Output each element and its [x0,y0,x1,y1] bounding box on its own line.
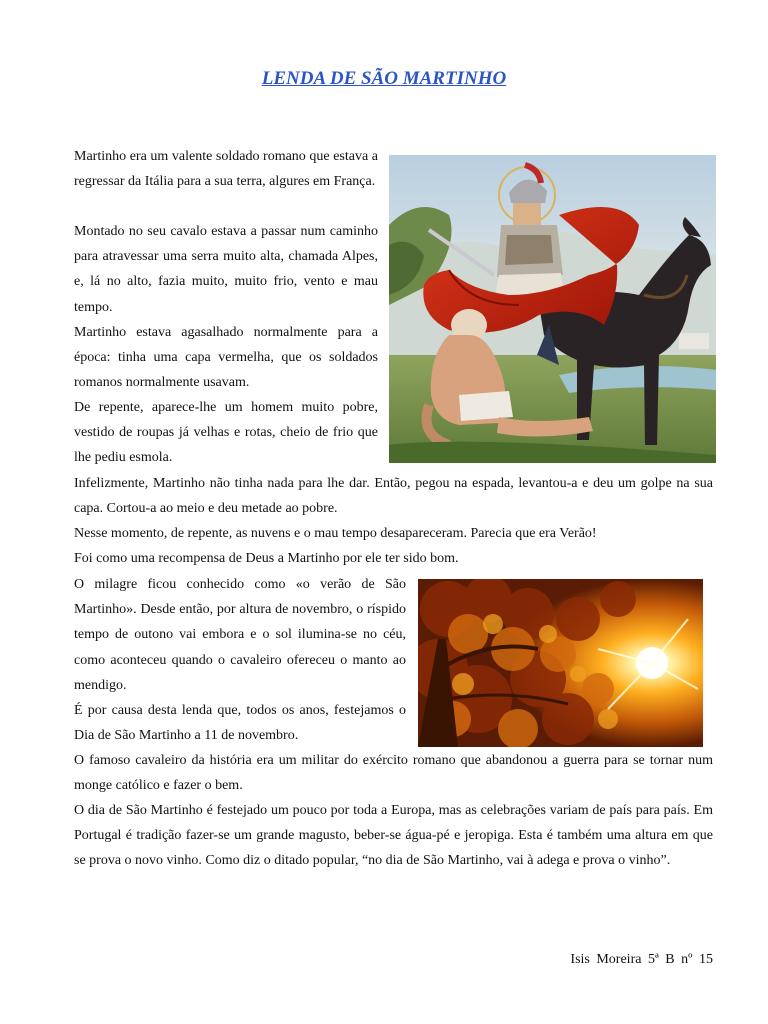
autumn-sun-photo [418,579,703,747]
document-title: LENDA DE SÃO MARTINHO [261,68,507,89]
paragraph-11: O dia de São Martinho é festejado um pouco por toda a Europa, mas as celebrações variam de país para país. Em Portugal é tradição fazer-se um grande magusto, beber-se água-pé e jeropiga. Esta é também uma altura em que se prova o novo vinho. Como diz o ditado popular, “no dia de São Martinho, vai à adega e prova o vinho”. [74,803,713,869]
paragraph-1: Martinho era um valente soldado romano que estava a regressar da Itália para a sua terra, algures em França. [74,149,378,190]
paragraph-5: Infelizmente, Martinho não tinha nada para lhe dar. Então, pegou na espada, levantou-a e deu um golpe na sua capa. Cortou-a ao meio e deu metade ao pobre. [74,476,713,517]
author-footer: Isis Moreira 5ª B nº 15 [570,952,713,967]
paragraph-10: O famoso cavaleiro da história era um militar do exército romano que abandonou a guerra para se tornar num monge católico e fazer o bem. [74,753,713,794]
saint-martin-illustration [389,155,716,463]
paragraph-9: É por causa desta lenda que, todos os anos, festejamos o Dia de São Martinho a 11 de novembro. [74,703,406,744]
paragraph-6: Nesse momento, de repente, as nuvens e o mau tempo desapareceram. Parecia que era Verão! [74,526,597,541]
paragraph-4: De repente, aparece-lhe um homem muito pobre, vestido de roupas já velhas e rotas, cheio de frio que lhe pediu esmola. [74,400,378,466]
paragraph-7: Foi como uma recompensa de Deus a Martinho por ele ter sido bom. [74,551,459,566]
paragraph-8: O milagre ficou conhecido como «o verão de São Martinho». Desde então, por altura de novembro, o ríspido tempo de outono vai embora e o sol ilumina-se no céu, como aconteceu quando o cavaleiro ofereceu o manto ao mendigo. [74,577,406,693]
paragraph-2: Montado no seu cavalo estava a passar num caminho para atravessar uma serra muito alta, chamada Alpes, e, lá no alto, fazia muito, muito frio, vento e mau tempo. [74,224,378,315]
paragraph-3: Martinho estava agasalhado normalmente para a época: tinha uma capa vermelha, que os soldados romanos normalmente usavam. [74,325,378,391]
